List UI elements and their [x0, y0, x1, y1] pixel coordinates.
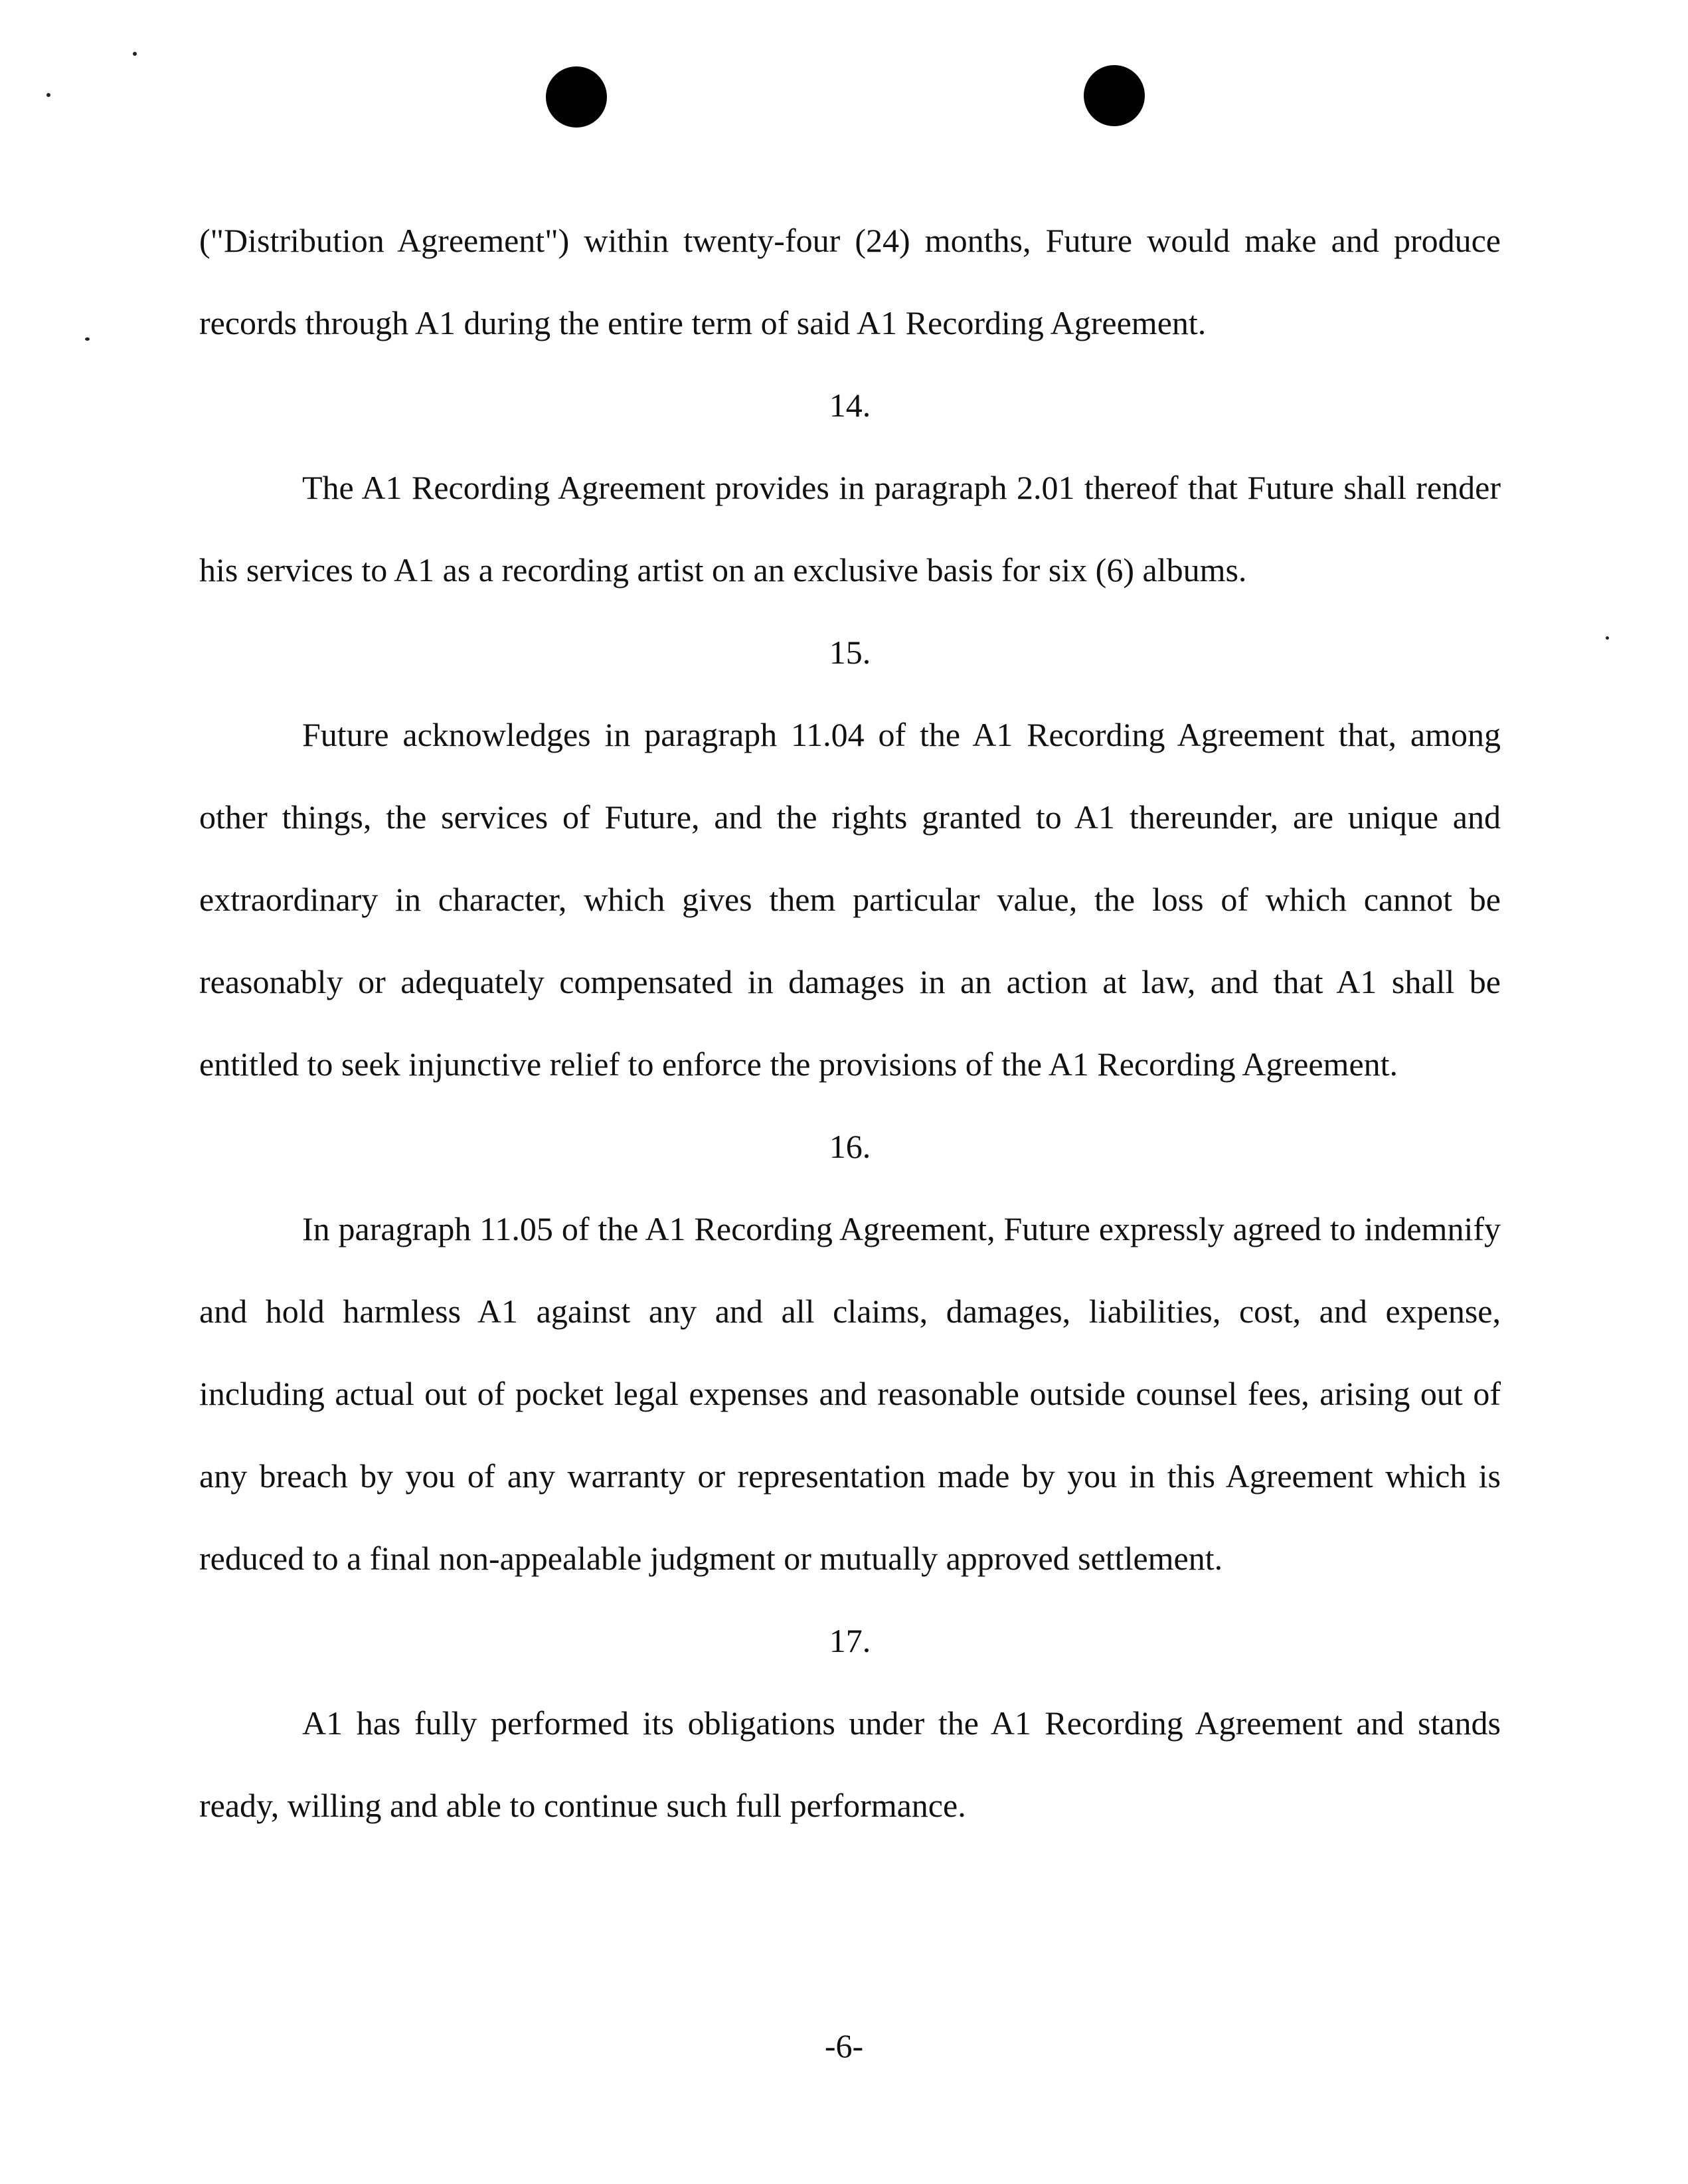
paragraph-number-16: 16.: [829, 1128, 871, 1165]
scan-speck: [1606, 636, 1609, 640]
scan-speck: [133, 52, 137, 56]
paragraph-number-14: 14.: [829, 387, 871, 424]
paragraph-number-17: 17.: [829, 1622, 871, 1659]
paragraph-16: In paragraph 11.05 of the A1 Recording Agreement, Future expressly agreed to indemnify and hold harmless A1 against any and all claims, damages, liabilities, cost, and expense, including actual out of pocket legal expenses and reasonable outside counsel fees, arising out of any breach by you of any warranty or representation made by you in this Agreement which is reduced to a final non-appealable judgment or mutually approved settlement.: [199, 1210, 1501, 1577]
paragraph-15: Future acknowledges in paragraph 11.04 of the A1 Recording Agreement that, among other things, the services of Future, and the rights granted to A1 thereunder, are unique and extraordinary in character, which gives them particular value, the loss of which cannot be reasonably or adequately compensated in damages in an action at law, and that A1 shall be entitled to seek injunctive relief to enforce the provisions of the A1 Recording Agreement.: [199, 716, 1501, 1083]
page-number: -6-: [824, 2027, 864, 2064]
document-body: [199, 199, 1501, 1847]
punch-hole-left: [546, 66, 607, 128]
punch-hole-right: [1084, 65, 1145, 126]
continuation-paragraph: ("Distribution Agreement") within twenty-four (24) months, Future would make and produce records through A1 during the entire term of said A1 Recording Agreement.: [199, 222, 1501, 341]
paragraph-17: A1 has fully performed its obligations under the A1 Recording Agreement and stands ready, willing and able to continue such full performance.: [199, 1704, 1501, 1824]
paragraph-number-15: 15.: [829, 634, 871, 671]
scan-speck: [85, 337, 90, 341]
scan-speck: [46, 93, 50, 97]
paragraph-14: The A1 Recording Agreement provides in paragraph 2.01 thereof that Future shall render his services to A1 as a recording artist on an exclusive basis for six (6) albums.: [199, 469, 1501, 589]
